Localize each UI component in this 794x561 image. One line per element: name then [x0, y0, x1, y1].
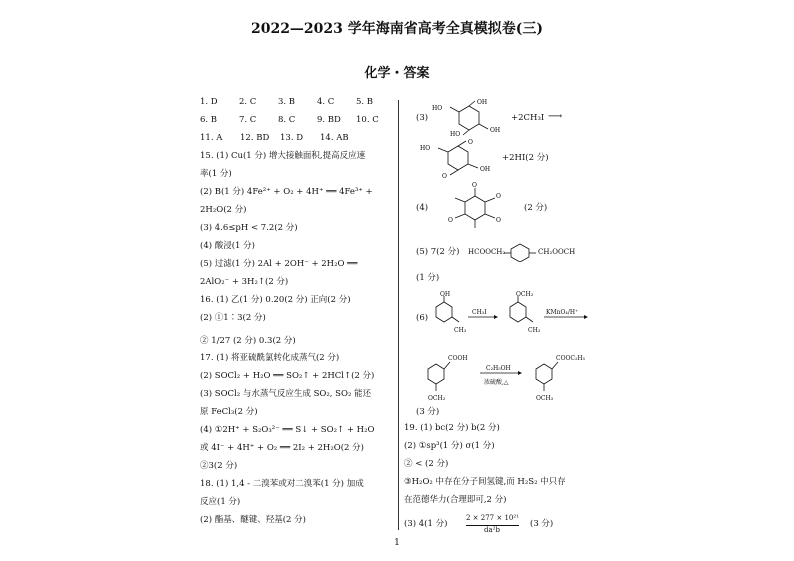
column-divider [398, 100, 399, 530]
q3-reactant-structure [430, 98, 508, 138]
choice-answer: 10. C [356, 115, 379, 125]
page-title: 2022—2023 学年海南省高考全真模拟卷(三) [250, 21, 544, 37]
left-column [200, 96, 395, 532]
choice-answer: 8. C [278, 115, 296, 125]
answer-line: 反应(1 分) [200, 497, 241, 507]
q4-answer [416, 182, 616, 232]
choice-answer: 13. D [280, 133, 304, 143]
q19-4-score: (3 分) [530, 519, 554, 529]
q5-label: (5) 7(2 分) [416, 247, 460, 257]
q3-reagent: +2CH₃I [511, 113, 545, 123]
choice-answer: 14. AB [320, 133, 349, 143]
q6-route-part1 [416, 288, 616, 344]
choice-answer: 7. C [239, 115, 257, 125]
choice-answer: 5. B [356, 97, 374, 107]
reaction-arrow: ⟶ [548, 111, 563, 122]
choice-answer: 2. C [239, 97, 257, 107]
q5-extra: (1 分) [416, 273, 440, 283]
q6-route-part2 [416, 348, 616, 404]
q4-product-structure [430, 182, 520, 232]
choice-answer: 12. BD [240, 133, 270, 143]
answer-line: (2) B(1 分) 4Fe²⁺ + O₂ + 4H⁺ ══ 4Fe³⁺ + [200, 187, 373, 197]
q6-oh: OH [440, 291, 451, 298]
q3-reaction [416, 98, 616, 138]
answer-line: (3) SOCl₂ 与水蒸气反应生成 SO₂, SO₂ 能还 [200, 389, 372, 399]
answer-line: (2) ①sp³(1 分) σ(1 分) [404, 441, 495, 451]
answer-line: (5) 过滤(1 分) 2Al + 2OH⁻ + 2H₂O ══ [200, 259, 358, 269]
choice-answer: 1. D [200, 97, 218, 107]
subject-heading: 化学・答案 [364, 66, 430, 81]
choice-row-3 [200, 132, 395, 150]
answer-line: 2AlO₂⁻ + 3H₂↑(2 分) [200, 277, 289, 287]
q6-score: (3 分) [416, 407, 440, 417]
svg-text:HO: HO [432, 105, 443, 112]
q6-och3: OCH₃ [516, 291, 534, 298]
q6-cooh: COOH [448, 355, 468, 362]
svg-text:HO: HO [450, 131, 461, 138]
answer-line: 或 4I⁻ + 4H⁺ + O₂ ══ 2I₂ + 2H₂O(2 分) [200, 443, 364, 453]
choice-row-1 [200, 96, 395, 114]
q6-reagent3-bottom: 浓硫酸,△ [484, 379, 509, 386]
answer-line: (4) 酸浸(1 分) [200, 241, 255, 251]
q3-product-tail: +2HI(2 分) [502, 153, 549, 163]
answer-line: 2H₂O(2 分) [200, 205, 247, 215]
q6-reagent1: CH₃I [472, 309, 487, 316]
answer-line: 率(1 分) [200, 169, 232, 179]
q6-reagent3-top: C₂H₅OH [486, 365, 511, 372]
choice-answer: 11. A [200, 133, 223, 143]
answer-line: (2) SOCl₂ + H₂O ══ SO₂↑ + 2HCl↑(2 分) [200, 371, 375, 381]
page-number: 1 [394, 538, 400, 548]
q6-ch3: CH₃ [528, 327, 541, 334]
right-column [404, 96, 616, 536]
answer-line: ② 1/27 (2 分) 0.3(2 分) [200, 336, 296, 346]
q4-score: (2 分) [524, 203, 548, 213]
q6-label: (6) [416, 313, 429, 323]
answer-line: 18. (1) 1,4 - 二溴苯或对二溴苯(1 分) 加成 [200, 479, 364, 489]
arrow-icon [544, 314, 588, 320]
svg-text:HO: HO [420, 145, 431, 152]
q6-cooc2h5: COOC₂H₅ [556, 355, 586, 362]
svg-text:OH: OH [477, 99, 488, 106]
answer-line: 15. (1) Cu(1 分) 增大接触面积,提高反应速 [200, 151, 366, 161]
q3-label: (3) [416, 113, 429, 123]
svg-text:OH: OH [490, 127, 501, 134]
q3-product-structure [416, 138, 500, 178]
q19-answers [404, 422, 618, 538]
answer-line: 17. (1) 将亚硫酰氯转化成蒸气(2 分) [200, 353, 340, 363]
choice-answer: 9. BD [317, 115, 341, 125]
choice-answer: 3. B [278, 97, 296, 107]
q6-reagent2: KMnO₄/H⁺ [546, 309, 579, 316]
q6-ch3: CH₃ [454, 327, 467, 334]
svg-text:O: O [496, 193, 501, 200]
q19-part4 [404, 512, 618, 538]
svg-text:O: O [496, 217, 501, 224]
arrow-icon [468, 314, 498, 320]
choice-answer: 6. B [200, 115, 218, 125]
answer-line: (2) ①1∶3(2 分) [200, 313, 266, 323]
svg-text:O: O [442, 173, 447, 178]
svg-text:O: O [472, 182, 477, 189]
svg-text:OH: OH [480, 166, 491, 173]
answer-line: 原 FeCl₃(2 分) [200, 407, 258, 417]
q5-left-group: HCOOCH₂ [468, 248, 506, 256]
q4-label: (4) [416, 203, 429, 213]
q6-och3: OCH₃ [536, 395, 554, 402]
q19-4-denominator: da²b [484, 526, 500, 534]
choice-answer: 4. C [317, 97, 335, 107]
q19-4-prefix: (3) 4(1 分) [404, 519, 448, 529]
answer-line: 在范德华力(合理即可,2 分) [404, 495, 507, 505]
svg-text:O: O [468, 139, 473, 146]
choice-row-2 [200, 114, 395, 132]
answer-line: (3) 4.6≤pH < 7.2(2 分) [200, 223, 298, 233]
answer-line: ③H₂O₂ 中存在分子间氢键,而 H₂S₂ 中只存 [404, 477, 566, 487]
q19-4-numerator: 2 × 277 × 10²¹ [466, 512, 519, 526]
answer-line: (2) 酯基、醚键、羟基(2 分) [200, 515, 306, 525]
q3-product [416, 138, 616, 178]
answer-line: ②3(2 分) [200, 461, 238, 471]
q6-och3: OCH₃ [428, 395, 446, 402]
answer-line: 19. (1) bc(2 分) b(2 分) [404, 423, 500, 433]
q5-answer [416, 246, 616, 262]
answer-line: 16. (1) 乙(1 分) 0.20(2 分) 正向(2 分) [200, 295, 351, 305]
benzene-ring-icon [504, 242, 536, 262]
svg-text:O: O [448, 217, 453, 224]
answer-line: (4) ①2H⁺ + S₂O₃²⁻ ══ S↓ + SO₂↑ + H₂O [200, 425, 375, 435]
q5-right-group: CH₂OOCH [538, 248, 576, 256]
answer-line: ② < (2 分) [404, 459, 449, 469]
